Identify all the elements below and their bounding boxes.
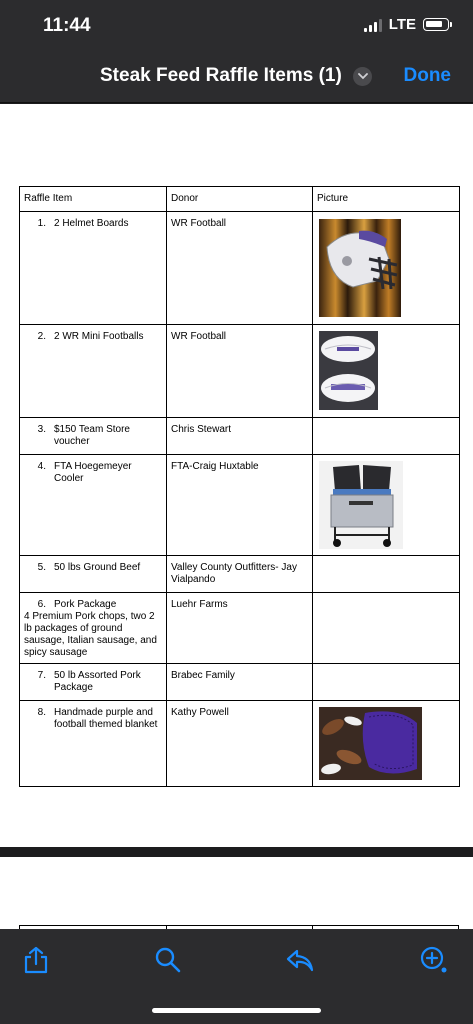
table-row bbox=[20, 664, 460, 701]
table-row bbox=[20, 593, 460, 664]
helmet-image bbox=[319, 219, 401, 317]
donor-name: Chris Stewart bbox=[167, 418, 313, 455]
table-row bbox=[20, 212, 460, 325]
done-button[interactable]: Done bbox=[403, 65, 451, 86]
item-description: 4 Premium Pork chops, two 2 lb packages of ground sausage, Italian sausage, and spicy sausage bbox=[24, 611, 157, 658]
item-name: 2 WR Mini Footballs bbox=[54, 331, 144, 342]
item-name: 50 lb Assorted Pork Package bbox=[54, 670, 141, 693]
document-page[interactable] bbox=[0, 104, 473, 847]
donor-name: Valley County Outfitters- Jay Vialpando bbox=[167, 556, 313, 593]
blanket-image bbox=[319, 707, 422, 780]
donor-name: WR Football bbox=[167, 325, 313, 418]
item-number: 8. bbox=[37, 707, 46, 718]
table-row bbox=[20, 455, 460, 556]
item-name: Pork Package bbox=[54, 599, 117, 610]
signal-icon bbox=[364, 18, 382, 32]
chevron-down-icon bbox=[358, 73, 368, 80]
picture-cell bbox=[313, 556, 460, 593]
item-name: 2 Helmet Boards bbox=[54, 218, 129, 229]
nav-bar bbox=[0, 50, 473, 103]
share-icon[interactable] bbox=[21, 945, 51, 975]
column-header: Donor bbox=[167, 187, 313, 212]
table-row bbox=[20, 325, 460, 418]
picture-cell bbox=[313, 418, 460, 455]
table-top-border bbox=[19, 925, 459, 926]
search-icon[interactable] bbox=[153, 945, 183, 975]
status-time: 11:44 bbox=[43, 15, 91, 36]
item-number: 3. bbox=[37, 424, 46, 435]
column-header: Picture bbox=[313, 187, 460, 212]
picture-cell bbox=[313, 593, 460, 664]
item-name: FTA Hoegemeyer Cooler bbox=[54, 461, 132, 484]
footballs-image bbox=[319, 331, 378, 410]
document-title[interactable]: Steak Feed Raffle Items (1) bbox=[100, 65, 342, 86]
cooler-image bbox=[319, 461, 403, 549]
item-number: 6. bbox=[37, 599, 46, 610]
donor-name: Kathy Powell bbox=[167, 701, 313, 787]
raffle-table bbox=[19, 186, 460, 787]
table-row bbox=[20, 701, 460, 787]
item-number: 5. bbox=[37, 562, 46, 573]
markup-icon[interactable] bbox=[419, 945, 449, 975]
donor-name: WR Football bbox=[167, 212, 313, 325]
column-header: Raffle Item bbox=[20, 187, 167, 212]
reply-icon[interactable] bbox=[285, 945, 315, 975]
picture-cell bbox=[313, 664, 460, 701]
battery-icon bbox=[423, 18, 449, 31]
table-row bbox=[20, 418, 460, 455]
item-number: 4. bbox=[37, 461, 46, 472]
network-type: LTE bbox=[388, 16, 416, 33]
item-number: 2. bbox=[37, 331, 46, 342]
title-menu-button[interactable] bbox=[353, 67, 372, 86]
donor-name: Luehr Farms bbox=[167, 593, 313, 664]
donor-name: Brabec Family bbox=[167, 664, 313, 701]
item-name: 50 lbs Ground Beef bbox=[54, 562, 141, 573]
item-number: 7. bbox=[37, 670, 46, 681]
status-indicators bbox=[364, 16, 449, 33]
donor-name: FTA-Craig Huxtable bbox=[167, 455, 313, 556]
item-name: Handmade purple and football themed blanket bbox=[54, 707, 158, 730]
item-name: $150 Team Store voucher bbox=[54, 424, 130, 447]
home-indicator bbox=[152, 1008, 321, 1013]
table-header-row bbox=[20, 187, 460, 212]
table-row bbox=[20, 556, 460, 593]
item-number: 1. bbox=[37, 218, 46, 229]
status-bar bbox=[0, 0, 473, 50]
